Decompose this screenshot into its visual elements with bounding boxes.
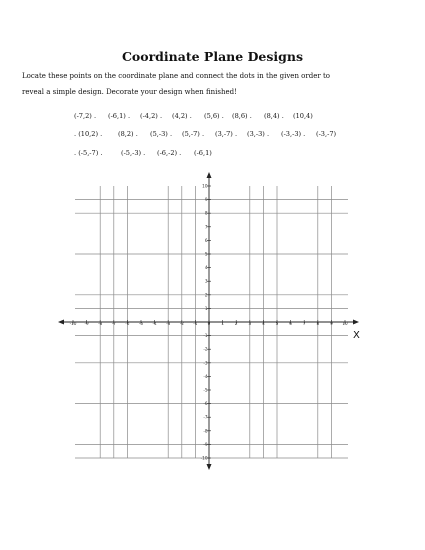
- x-tick-label: -3: [166, 321, 171, 326]
- x-tick-label: -9: [84, 321, 89, 326]
- point-item: (-4,2) .: [140, 112, 163, 120]
- point-item: . (10,2) .: [74, 130, 103, 138]
- x-tick-label: -1: [193, 321, 198, 326]
- point-item: (-7,2) .: [74, 112, 97, 120]
- y-tick-label: 6: [204, 237, 208, 243]
- y-tick-label: -9: [203, 441, 208, 447]
- x-axis-label: X: [353, 330, 360, 341]
- x-tick-label: 0: [207, 321, 211, 326]
- x-tick-label: -10: [69, 321, 77, 326]
- instructions-line-2: reveal a simple design. Decorate your design when finished!: [22, 88, 237, 96]
- y-tick-label: 9: [204, 197, 208, 203]
- point-item: (-6,-2) .: [157, 149, 182, 157]
- x-tick-label: 4: [262, 321, 265, 326]
- y-tick-label: 7: [204, 224, 208, 230]
- x-tick-label: 7: [302, 321, 306, 326]
- y-axis-arrow-bottom: [207, 464, 212, 470]
- point-item: (10,4): [293, 112, 313, 120]
- x-tick-label: -2: [179, 321, 184, 326]
- point-item: (3,-3) .: [247, 130, 270, 138]
- point-item: (8,2) .: [118, 130, 138, 138]
- x-tick-label: 2: [234, 321, 238, 326]
- y-tick-label: -10: [200, 455, 208, 461]
- point-item: (8,6) .: [232, 112, 252, 120]
- point-item: (4,2) .: [172, 112, 192, 120]
- x-tick-label: -5: [138, 321, 144, 326]
- point-item: . (-5,-7) .: [74, 149, 103, 157]
- point-item: (-5,-3) .: [121, 149, 146, 157]
- x-tick-label: 9: [330, 321, 333, 326]
- x-tick-label: -7: [111, 321, 116, 326]
- point-item: (-6,1): [194, 149, 212, 157]
- x-tick-label: 1: [221, 321, 224, 326]
- x-tick-label: -4: [152, 321, 157, 326]
- point-item: (-3,-7): [316, 130, 337, 138]
- y-tick-label: -6: [203, 401, 208, 407]
- x-axis-arrow-right: [353, 320, 359, 325]
- y-tick-label: 3: [204, 278, 208, 284]
- y-tick-label: 5: [204, 251, 208, 257]
- y-axis-arrow-top: [207, 172, 212, 178]
- y-tick-label: -7: [203, 414, 208, 420]
- x-tick-label: 10: [342, 321, 348, 326]
- y-tick-label: -5: [203, 387, 208, 393]
- y-tick-label: -3: [203, 360, 208, 366]
- y-tick-label: -1: [203, 333, 208, 339]
- point-item: (3,-7) .: [215, 130, 238, 138]
- y-tick-label: 1: [204, 305, 208, 311]
- point-item: (-6,1) .: [108, 112, 131, 120]
- page-title: Coordinate Plane Designs: [121, 49, 304, 64]
- x-tick-label: -8: [98, 321, 103, 326]
- x-tick-labels: [70, 320, 348, 326]
- point-item: (5,6) .: [204, 112, 224, 120]
- point-item: (5,-7) .: [182, 130, 205, 138]
- y-tick-label: -4: [203, 373, 208, 379]
- point-item: (-3,-3) .: [281, 130, 306, 138]
- x-tick-label: 5: [275, 321, 279, 326]
- point-item: (5,-3) .: [150, 130, 173, 138]
- x-tick-label: 3: [248, 321, 252, 326]
- point-item: (8,4) .: [264, 112, 284, 120]
- x-axis-arrow-left: [58, 320, 64, 325]
- x-tick-label: 6: [289, 321, 292, 326]
- y-tick-label: 2: [204, 292, 208, 298]
- y-tick-label: -2: [203, 346, 208, 352]
- instructions-line-1: Locate these points on the coordinate plane and connect the dots in the given order to: [22, 72, 330, 80]
- y-tick-label: 4: [204, 265, 208, 271]
- x-tick-label: -6: [125, 321, 130, 326]
- y-tick-label: 10: [202, 183, 208, 189]
- y-tick-label: 8: [204, 210, 208, 216]
- y-tick-label: -8: [203, 428, 208, 434]
- x-tick-label: 8: [316, 321, 320, 326]
